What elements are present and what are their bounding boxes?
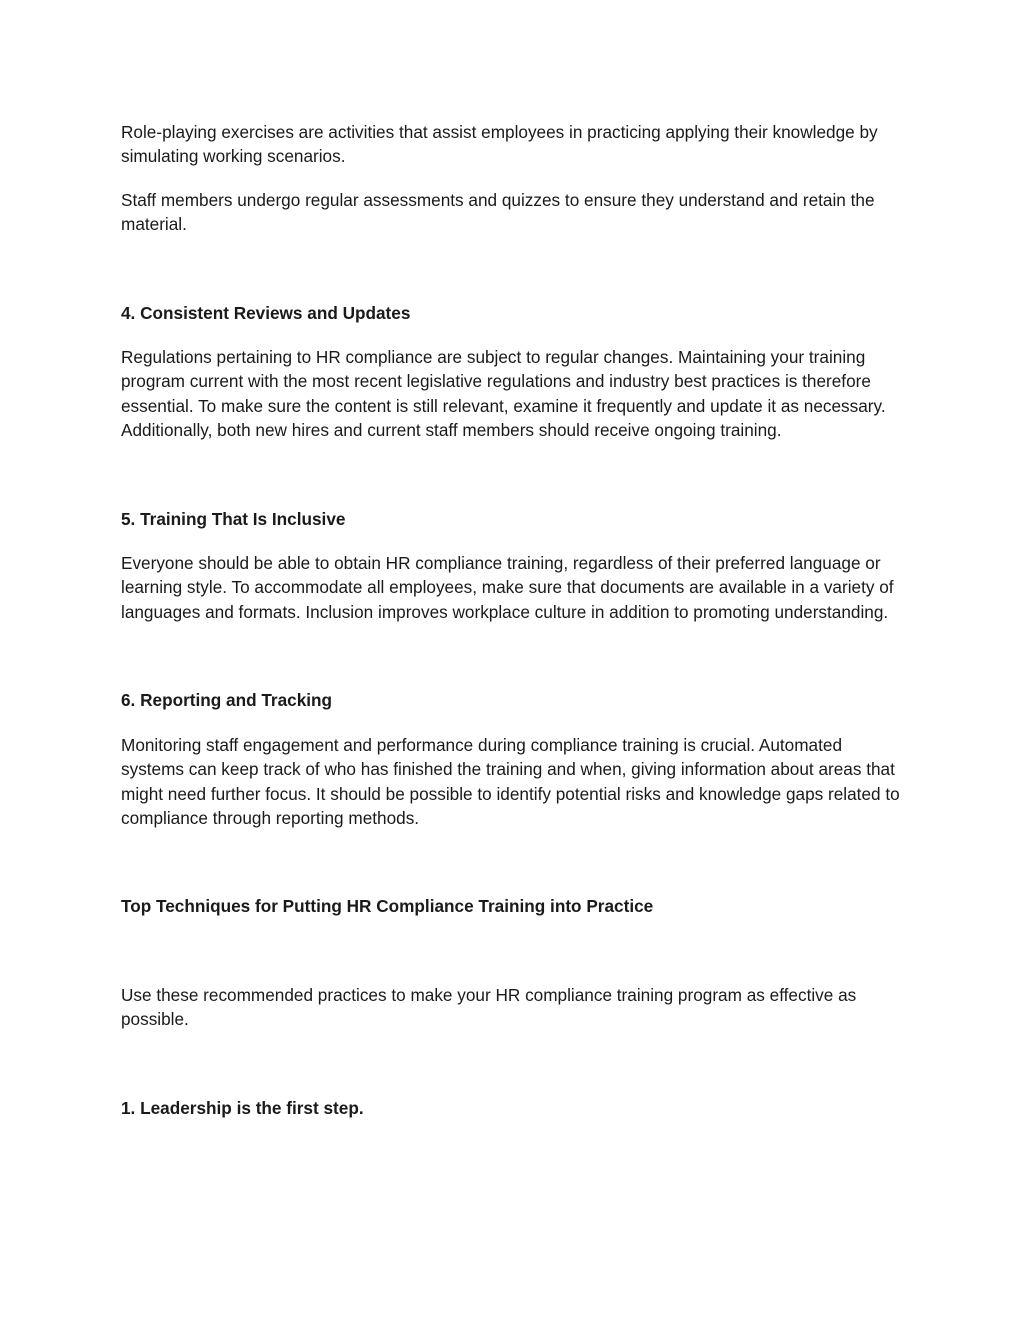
heading-top-techniques: Top Techniques for Putting HR Compliance Training into Practice	[121, 896, 654, 917]
paragraph-monitoring: Monitoring staff engagement and performance during compliance training is crucial. Automated systems can keep track of who has finished the training and when, giving information about areas that might need further focus. It should be possible to identify potential risks and knowledge gaps related to compliance through reporting methods.	[121, 734, 900, 828]
paragraph-assessments: Staff members undergo regular assessments and quizzes to ensure they understand and retain the material.	[121, 189, 875, 235]
heading-reporting-tracking: 6. Reporting and Tracking	[121, 690, 333, 711]
heading-consistent-reviews: 4. Consistent Reviews and Updates	[121, 302, 411, 323]
heading-inclusive-training: 5. Training That Is Inclusive	[121, 508, 346, 529]
paragraph-regulations: Regulations pertaining to HR compliance are subject to regular changes. Maintaining your training program current with the most recent legislative regulations and industry best practices is therefore essential. To make sure the content is still relevant, examine it frequently and update it as necessary. Additionally, both new hires and current staff members should receive ongoing training.	[121, 347, 886, 441]
document-page	[121, 118, 907, 1120]
heading-leadership: 1. Leadership is the first step.	[121, 1097, 364, 1118]
paragraph-inclusive: Everyone should be able to obtain HR compliance training, regardless of their preferred language or learning style. To accommodate all employees, make sure that documents are available in a variety of languages and formats. Inclusion improves workplace culture in addition to promoting understanding.	[121, 553, 894, 622]
paragraph-role-playing: Role-playing exercises are activities that assist employees in practicing applying their knowledge by simulating working scenarios.	[121, 122, 878, 167]
paragraph-recommended-practices: Use these recommended practices to make your HR compliance training program as effective as possible.	[121, 984, 857, 1030]
